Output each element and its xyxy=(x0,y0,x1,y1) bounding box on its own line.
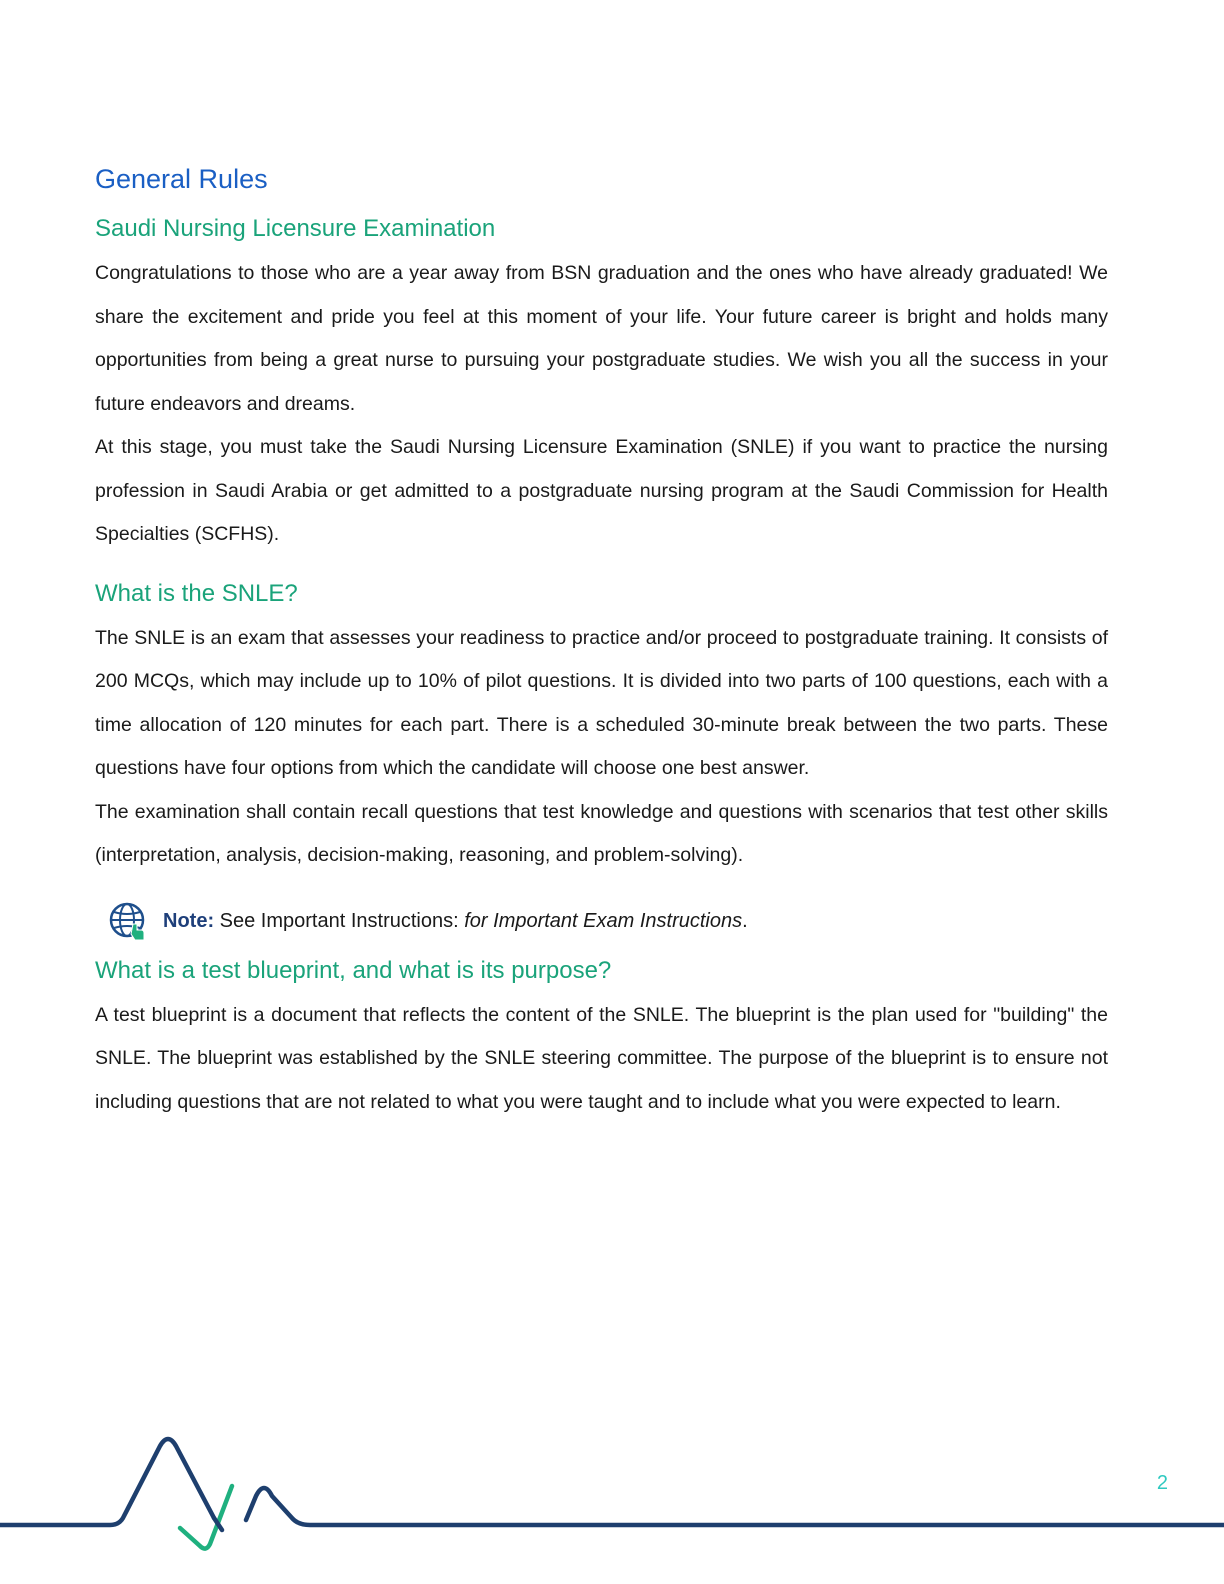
paragraph-at-this-stage: At this stage, you must take the Saudi Nursing Licensure Examination (SNLE) if you want to practice the nursing profession in Saudi Arabia or get admitted to a postgraduate nursing program at the Saudi Commission for Health Specialties (SCFHS). xyxy=(95,436,1108,545)
note-end: . xyxy=(742,910,748,932)
page-title: General Rules xyxy=(95,164,268,194)
section-heading-what-is-snle: What is the SNLE? xyxy=(95,579,298,607)
note-text xyxy=(163,910,748,933)
footer-wave-line xyxy=(0,1439,1224,1525)
paragraph-congratulations: Congratulations to those who are a year away from BSN graduation and the ones who have already graduated! We share the excitement and pride you feel at this moment of your life. Your future career is bright and holds many opportunities from being a great nurse to pursuing your postgraduate studies. We wish you all the success in your future endeavors and dreams. xyxy=(95,262,1108,415)
document-content xyxy=(95,160,1108,1124)
section-heading-snle: Saudi Nursing Licensure Examination xyxy=(95,215,496,242)
globe-hand-icon xyxy=(107,900,151,944)
note-italic-link[interactable]: for Important Exam Instructions xyxy=(464,910,743,932)
note-body: See Important Instructions: xyxy=(214,910,465,932)
paragraph-blueprint: A test blueprint is a document that reflects the content of the SNLE. The blueprint is the plan used for "building" the SNLE. The blueprint was established by the SNLE steering committee. The purpose of the blueprint is to ensure not including questions that are not related to what you were taught and to include what you were expected to learn. xyxy=(95,1003,1108,1113)
page-number: 2 xyxy=(1156,1472,1168,1494)
paragraph-exam-content: The examination shall contain recall questions that test knowledge and questions with scenarios that test other skills (interpretation, analysis, decision-making, reasoning, and problem-solving). xyxy=(95,800,1108,866)
footer-logo-decoration xyxy=(0,1430,1224,1584)
paragraph-snle-description: The SNLE is an exam that assesses your readiness to practice and/or proceed to postgraduate training. It consists of 200 MCQs, which may include up to 10% of pilot questions. It is divided into two parts of 100 questions, each with a time allocation of 120 minutes for each part. There is a scheduled 30-minute break between the two parts. These questions have four options from which the candidate will choose one best answer. xyxy=(95,626,1108,779)
note-callout xyxy=(107,898,1108,946)
footer-check-mark xyxy=(180,1486,232,1549)
section-heading-blueprint: What is a test blueprint, and what is its purpose? xyxy=(95,956,612,984)
note-label: Note: xyxy=(163,910,215,932)
